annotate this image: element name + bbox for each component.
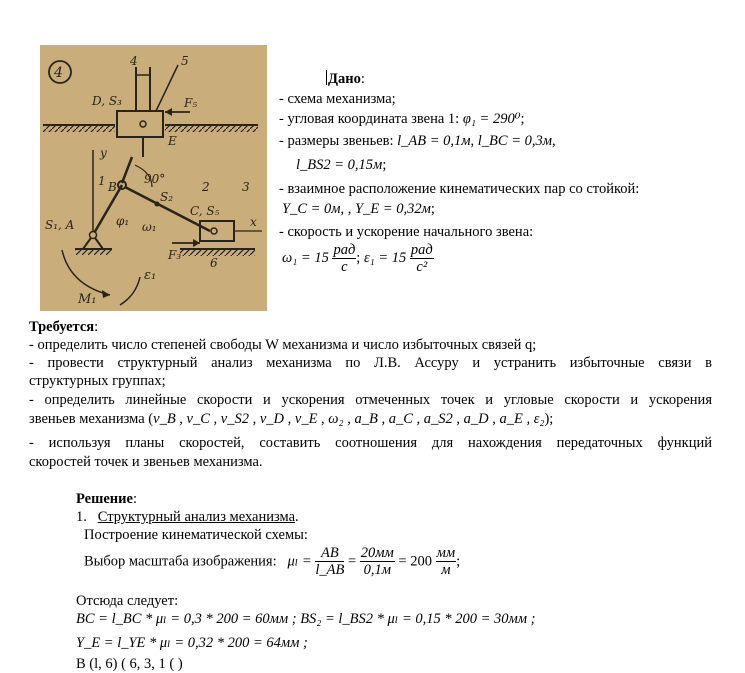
solution-step-1: 1. Структурный анализ механизма. bbox=[76, 509, 299, 525]
label-point-b: B bbox=[108, 180, 117, 194]
given-title-line: Дано: bbox=[328, 71, 365, 87]
given-line-3: - размеры звеньев: l_AB = 0,1м, l_BC = 0,3м, bbox=[279, 133, 556, 149]
label-force-f3: F₃ bbox=[168, 248, 182, 262]
scale-fraction-1: $\frac{AB}{l\_AB}$ bbox=[315, 545, 345, 578]
mechanism-sketch bbox=[40, 45, 267, 311]
required-title: Требуется bbox=[29, 319, 95, 335]
eps-fraction: $\frac{\text{рад}}{\text{с²}}$ bbox=[410, 242, 433, 275]
label-eps1: ε₁ bbox=[144, 268, 157, 283]
label-link-4: 4 bbox=[130, 54, 138, 68]
solution-hence: Отсюда следует: bbox=[76, 593, 179, 609]
formula-bc: BC = l_BC * μₗ = 0,3 * 200 = 60мм ; BS₂ = l_BS2 * μₗ = 0,15 * 200 = 30мм ; bbox=[76, 611, 536, 627]
required-item-4a: - используя планы скоростей, составить соотношения для нахождения передаточных функций bbox=[29, 435, 712, 451]
given-line-4: l_BS2 = 0,15м; bbox=[296, 157, 387, 173]
given-line-8: ω₁ = 15 $\frac{\text{рад}}{с}$ ; ε₁ = 15 $\frac{\text{рад}}{\text{с²}}$ bbox=[282, 242, 433, 275]
text-cursor bbox=[326, 70, 327, 85]
required-item-3b: звеньев механизма (v_B , v_C , v_S2 , v_D , v_E , ω₂ , a_B , a_C , a_S2 , a_D , a_E , ε₂); bbox=[29, 411, 554, 427]
label-axis-y: y bbox=[100, 146, 107, 160]
label-link-3: 3 bbox=[242, 180, 250, 194]
required-title-line: Требуется: bbox=[29, 319, 99, 335]
label-axis-x: x bbox=[250, 215, 257, 229]
solution-scale-line: Выбор масштаба изображения: μₗ = $\frac{AB}{l\_AB}$ = $\frac{20мм}{0,1м}$ = 200 $\frac{мм}{м}$ ; bbox=[84, 545, 461, 578]
label-link-6: 6 bbox=[210, 256, 218, 270]
required-item-2a: - провести структурный анализ механизма по Л.В. Ассуру и устранить избыточные связи в bbox=[29, 355, 712, 371]
required-item-1: - определить число степеней свободы W механизма и число избыточных связей q; bbox=[29, 337, 537, 353]
scale-fraction-3: $\frac{мм}{м}$ bbox=[436, 545, 456, 578]
required-item-4b: скоростей точек и звеньев механизма. bbox=[29, 454, 263, 470]
label-point-s2: S₂ bbox=[160, 190, 174, 204]
label-link-2: 2 bbox=[202, 180, 210, 194]
label-point-e: E bbox=[168, 134, 177, 148]
formula-ye: Y_E = l_YE * μₗ = 0,32 * 200 = 64мм ; bbox=[76, 635, 308, 651]
given-line-6: Y_C = 0м, , Y_E = 0,32м; bbox=[282, 201, 435, 217]
scale-fraction-2: $\frac{20мм}{0,1м}$ bbox=[360, 545, 394, 578]
label-phi1: φ₁ bbox=[116, 214, 130, 228]
cut-off-line: В (l, 6) ( 6, 3, 1 ( ) bbox=[76, 656, 183, 672]
solution-title: Решение bbox=[76, 491, 133, 507]
solution-build-line: Построение кинематической схемы: bbox=[84, 527, 308, 543]
label-link-5: 5 bbox=[181, 54, 189, 68]
label-angle-90: 90° bbox=[144, 172, 166, 186]
given-title: Дано bbox=[328, 71, 361, 87]
given-line-1: - схема механизма; bbox=[279, 91, 396, 107]
omega-fraction: $\frac{\text{рад}}{с}$ bbox=[333, 242, 356, 275]
label-circled-4: 4 bbox=[54, 65, 63, 81]
label-omega1: ω₁ bbox=[142, 220, 157, 234]
required-item-2b: структурных группах; bbox=[29, 373, 166, 389]
label-moment-m1: M₁ bbox=[78, 292, 97, 307]
mechanism-diagram bbox=[40, 45, 267, 311]
label-link-1: 1 bbox=[98, 174, 106, 188]
label-force-f5: F₅ bbox=[184, 96, 198, 110]
given-line-7: - скорость и ускорение начального звена: bbox=[279, 224, 534, 240]
required-item-3a: - определить линейные скорости и ускорения отмеченных точек и угловые скорости и ускорения bbox=[29, 392, 712, 408]
given-line-2: - угловая координата звена 1: φ₁ = 290⁰; bbox=[279, 111, 525, 127]
label-point-s1a: S₁, A bbox=[45, 218, 75, 232]
given-line-5: - взаимное расположение кинематических пар со стойкой: bbox=[279, 181, 640, 197]
step-title: Структурный анализ механизма bbox=[97, 509, 296, 525]
solution-title-line: Решение: bbox=[76, 491, 137, 507]
label-point-d: D, S₃ bbox=[92, 94, 122, 108]
label-point-cs5: C, S₅ bbox=[190, 204, 220, 218]
